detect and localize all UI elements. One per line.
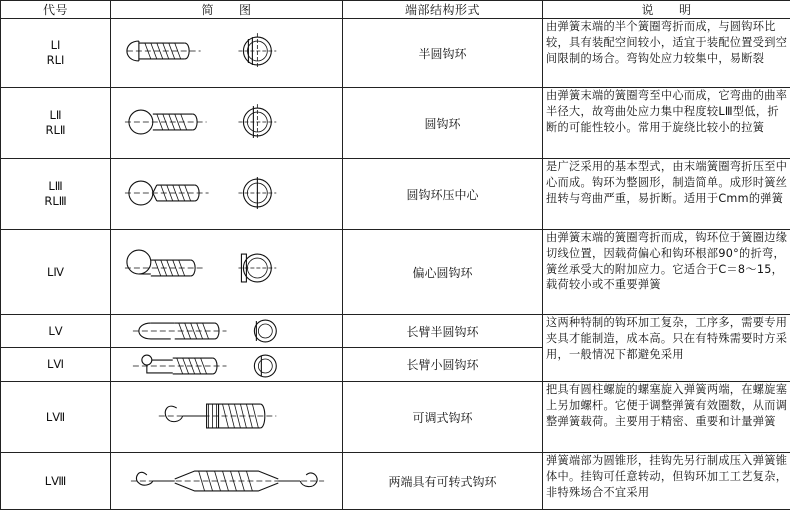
- header-shape: 端部结构形式: [343, 1, 543, 19]
- row-code: LⅡ RLⅡ: [1, 88, 111, 159]
- row-shape: 可调式钩环: [343, 382, 543, 453]
- round-hook-spring-icon: [111, 88, 343, 159]
- row-description: 是广泛采用的基本型式，由末端簧圈弯折压至中心而成。钩环为整圆形，制造简单。成形时簧丝扭转与弯曲严重，易折断。适用于Cmm的弹簧: [543, 159, 790, 230]
- table-row: [1, 453, 790, 510]
- table-row: [1, 315, 790, 348]
- long-arm-small-round-hook-spring-icon: [111, 348, 343, 382]
- row-code: LⅧ: [1, 453, 111, 510]
- row-description: 由弹簧末端的簧圈弯至中心而成，它弯曲的曲率半径大，故弯曲处应力集中程度较LⅢ型低，折断的可能性较小。常用于旋绕比较小的拉簧: [543, 88, 790, 159]
- row-shape: 半圆钩环: [343, 19, 543, 88]
- row-shape: 长臂小圆钩环: [343, 348, 543, 382]
- half-round-hook-spring-icon: [111, 19, 343, 88]
- row-shape: 两端具有可转式钩环: [343, 453, 543, 510]
- swivel-hook-conical-spring-icon: [111, 453, 343, 510]
- table-row: [1, 19, 790, 88]
- row-description: 这两种特制的钩环加工复杂，工序多，需要专用夹具才能制造，成本高。只在有特殊需要时方采用，一般情况下都避免采用: [543, 315, 790, 382]
- row-description: 由弹簧末端的半个簧圈弯折而成，与圆钩环比较，具有装配空间较小，适宜于装配位置受到空间限制的场合。弯钩处应力较集中，易断裂: [543, 19, 790, 88]
- table-row: [1, 382, 790, 453]
- row-code: LⅥ: [1, 348, 111, 382]
- row-code: LⅠ RLⅠ: [1, 19, 111, 88]
- table-row: [1, 230, 790, 315]
- row-description: 把具有圆柱螺旋的螺塞旋入弹簧两端，在螺旋塞上另加螺杆。它便于调整弹簧有效圈数，从而调整弹簧载荷。主要用于精密、重要和计量弹簧: [543, 382, 790, 453]
- eccentric-round-hook-spring-icon: [111, 230, 343, 315]
- row-shape: 圆钩环: [343, 88, 543, 159]
- row-description: 由弹簧末端的簧圈弯折而成，钩环位于簧圈边缘切线位置，因载荷偏心和钩环根部90°的折弯，簧丝承受大的附加应力。它适合于C＝8～15，载荷较小或不重要弹簧: [543, 230, 790, 315]
- row-code: LⅤ: [1, 315, 111, 348]
- table-row: [1, 159, 790, 230]
- row-code: LⅣ: [1, 230, 111, 315]
- long-arm-half-round-hook-spring-icon: [111, 315, 343, 348]
- table-header-row: [1, 1, 790, 19]
- row-code: LⅢ RLⅢ: [1, 159, 111, 230]
- header-code: 代号: [1, 1, 111, 19]
- row-shape: 偏心圆钩环: [343, 230, 543, 315]
- row-description: 弹簧端部为圆锥形，挂钩先另行制成压入弹簧锥体中。挂钩可任意转动，但钩环加工工艺复杂，非特殊场合不宜采用: [543, 453, 790, 510]
- table-row: [1, 88, 790, 159]
- row-code: LⅦ: [1, 382, 111, 453]
- header-description: 说 明: [543, 1, 790, 19]
- row-shape: 圆钩环压中心: [343, 159, 543, 230]
- row-shape: 长臂半圆钩环: [343, 315, 543, 348]
- adjustable-hook-spring-icon: [111, 382, 343, 453]
- center-pressed-round-hook-spring-icon: [111, 159, 343, 230]
- header-sketch: 简 图: [111, 1, 343, 19]
